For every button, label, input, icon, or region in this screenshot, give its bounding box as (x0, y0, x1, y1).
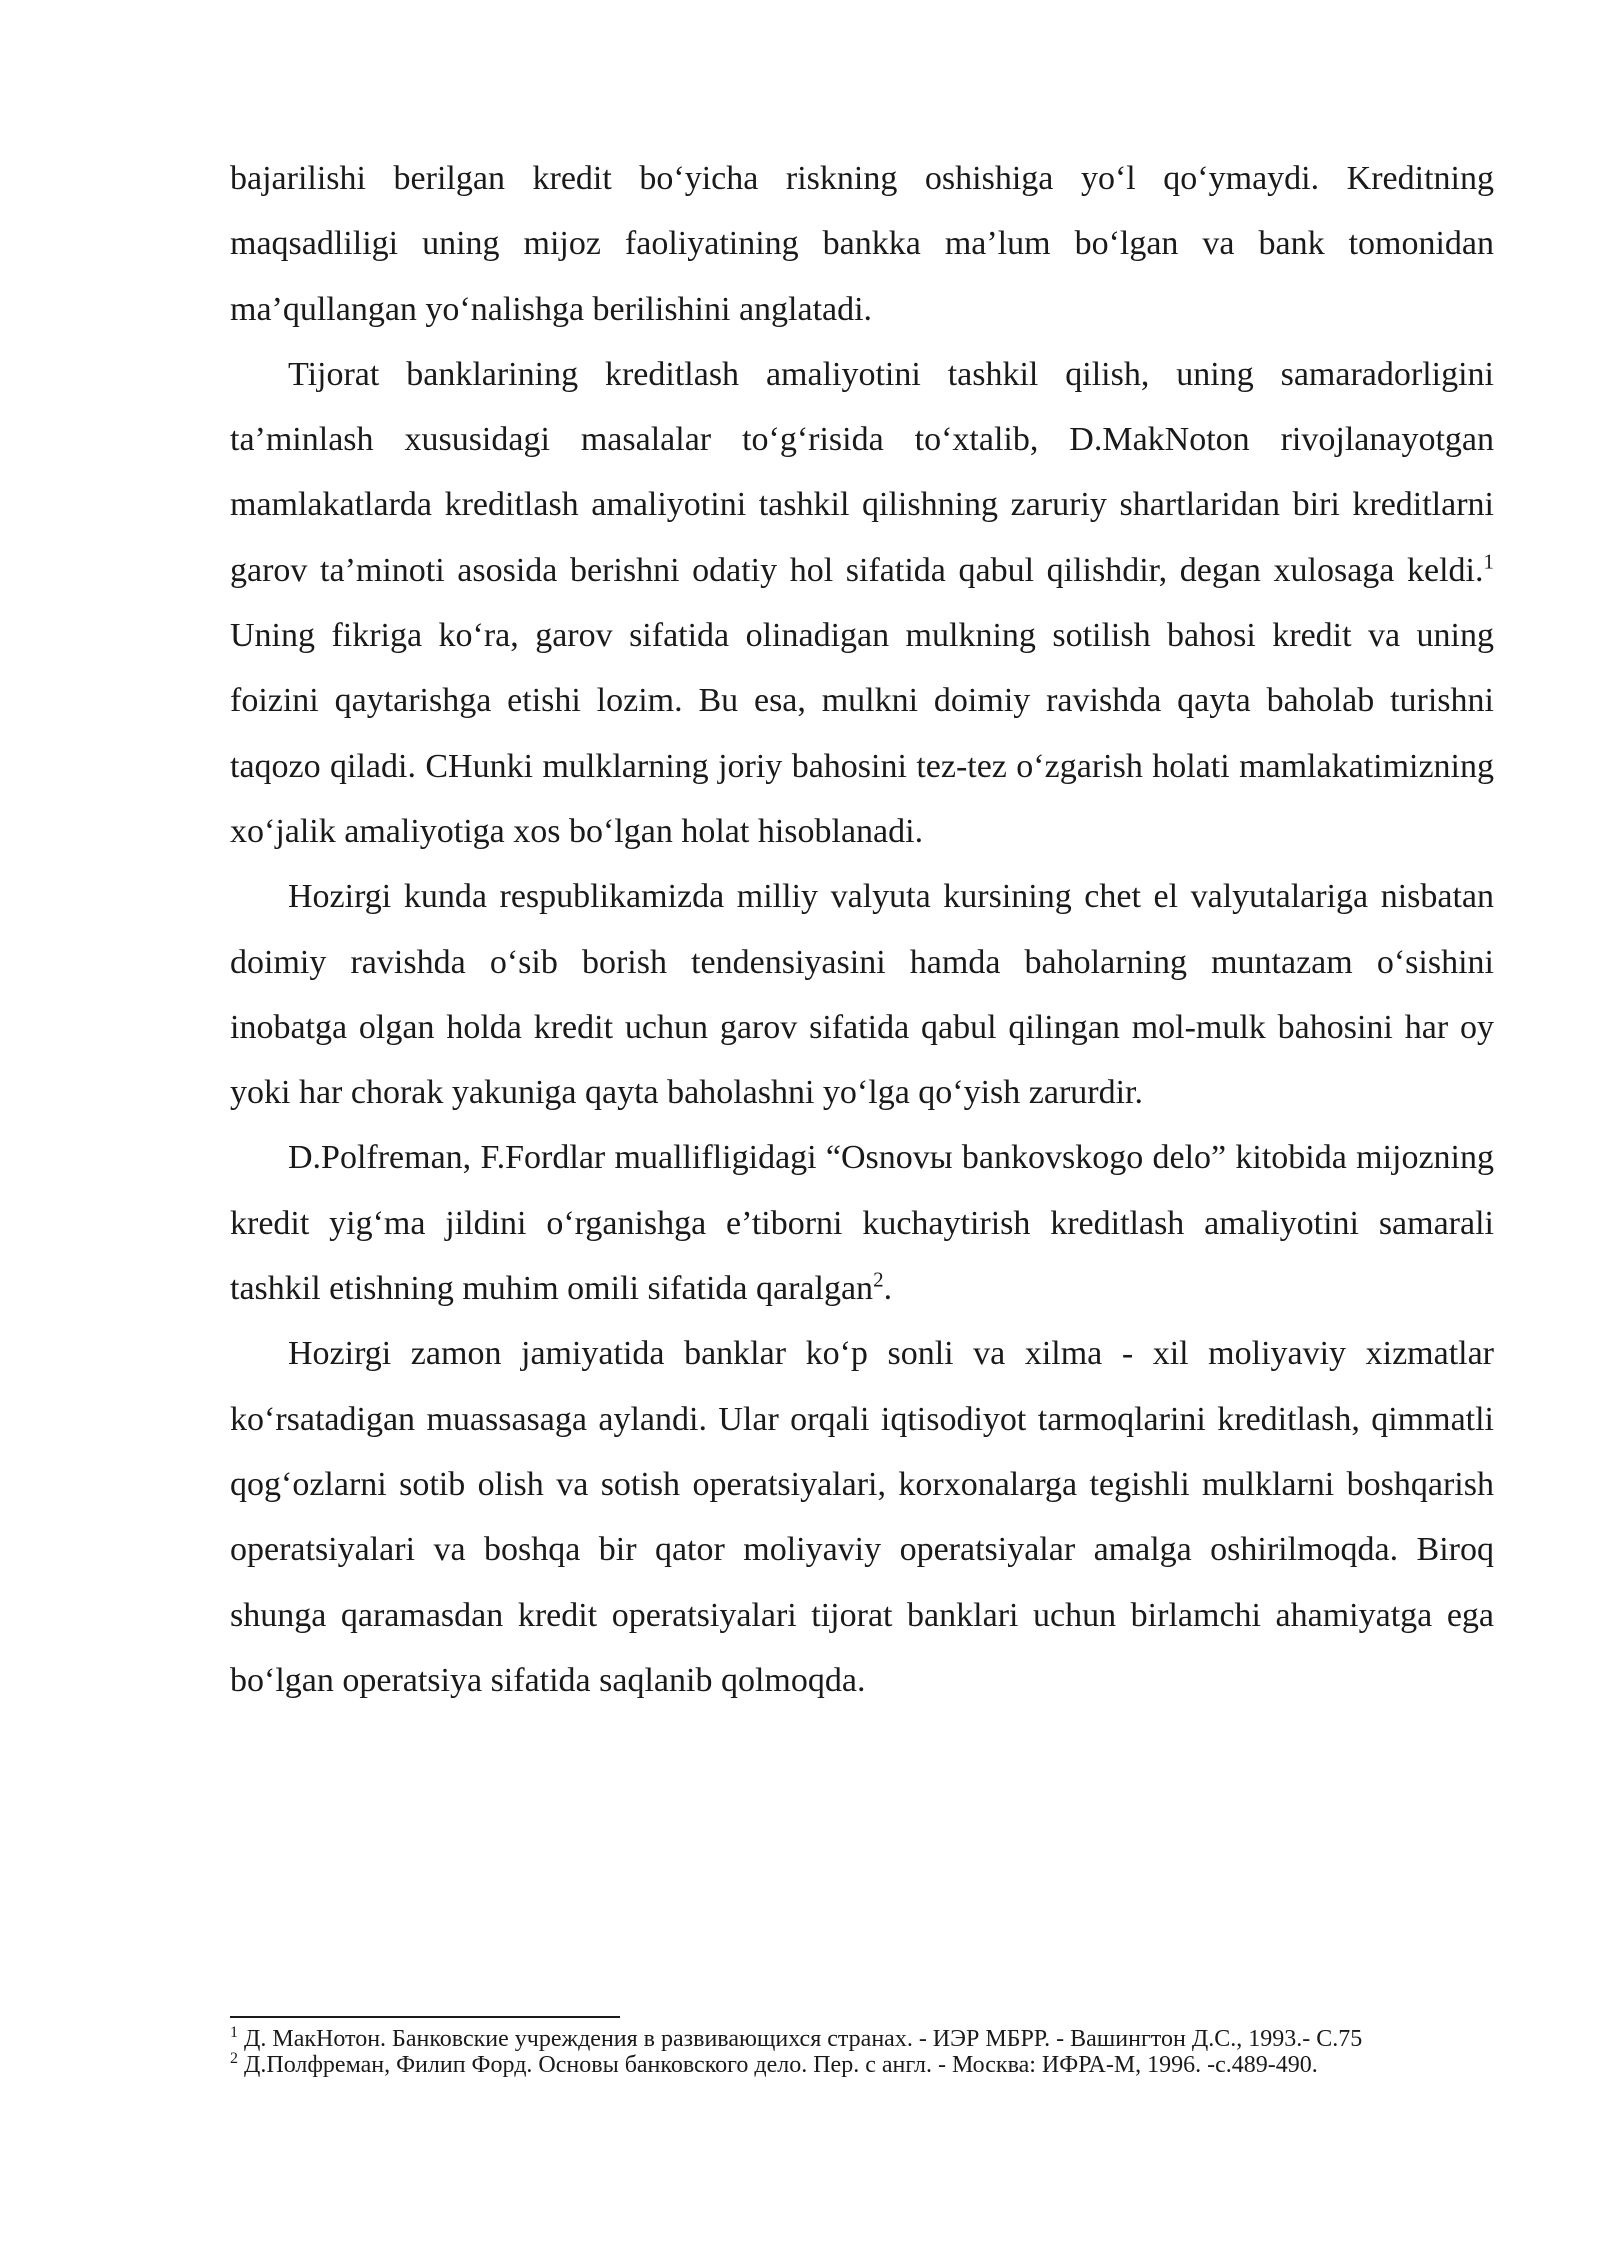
body-text (230, 146, 1494, 1713)
footnote-2 (230, 2052, 1494, 2078)
paragraph-1 (230, 146, 1494, 342)
footnotes (230, 2026, 1494, 2078)
paragraph-3 (230, 864, 1494, 1125)
paragraph-text: Tijorat banklarining kreditlash amaliyotini tashkil qilish, uning samaradorligini ta’minlash xususidagi masalalar to‘g‘risida to‘xtalib, D.MakNoton rivojlanayotgan mamlakatlarda kreditlash amaliyotini tashkil qilishning zaruriy shartlaridan biri kreditlarni garov ta’minoti asosida berishni odatiy hol sifatida qabul qilishdir, degan xulosaga keldi. (230, 355, 1494, 589)
footnote-text: Д.Полфреман, Филип Форд. Основы банковского дело. Пер. с англ. - Москва: ИФРА-М, 1996. -с.489-490. (238, 2052, 1318, 2078)
paragraph-text: D.Polfreman, F.Fordlar muallifligidagi “Osnovы bankovskogo delo” kitobida mijozning kredit yig‘ma jildini o‘rganishga e’tiborni kuchaytirish kreditlash amaliyotini samarali tashkil etishning muhim omili sifatida qaralgan (230, 1139, 1494, 1308)
footnote-reference-2[interactable]: 2 (873, 1267, 884, 1292)
paragraph-text: Uning fikriga ko‘ra, garov sifatida olinadigan mulkning sotilish bahosi kredit va uning foizini qaytarishga etishi lozim. Bu esa, mulkni doimiy ravishda qayta baholab turishni taqozo qiladi. CHunki mulklarning joriy bahosini tez-tez o‘zgarish holati mamlakatimizning xo‘jalik amaliyotiga xos bo‘lgan holat hisoblanadi. (230, 617, 1494, 850)
footnote-mark: 2 (230, 2050, 238, 2067)
footnote-1 (230, 2026, 1494, 2052)
footnote-text: Д. МакНотон. Банковские учреждения в развивающихся странах. - ИЭР МБРР. - Вашингтон Д.С., 1993.- С.75 (238, 2026, 1363, 2052)
paragraph-text: Hozirgi kunda respublikamizda milliy valyuta kursining chet el valyutalariga nisbatan doimiy ravishda o‘sib borish tendensiyasini hamda baholarning muntazam o‘sishini inobatga olgan holda kredit uchun garov sifatida qabul qilingan mol-mulk bahosini har oy yoki har chorak yakuniga qayta baholashni yo‘lga qo‘yish zarurdir. (230, 878, 1494, 1112)
paragraph-text: bajarilishi berilgan kredit bo‘yicha riskning oshishiga yo‘l qo‘ymaydi. Kreditning maqsadliligi uning mijoz faoliyatining bankka ma’lum bo‘lgan va bank tomonidan ma’qullangan yo‘nalishga berilishini anglatadi. (230, 160, 1494, 328)
paragraph-4 (230, 1125, 1494, 1321)
paragraph-2 (230, 342, 1494, 864)
footnote-mark: 1 (230, 2024, 238, 2041)
paragraph-text: Hozirgi zamon jamiyatida banklar ko‘p sonli va xilma - xil moliyaviy xizmatlar ko‘rsatadigan muassasaga aylandi. Ular orqali iqtisodiyot tarmoqlarini kreditlash, qimmatli qog‘ozlarni sotib olish va sotish operatsiyalari, korxonalarga tegishli mulklarni boshqarish operatsiyalari va boshqa bir qator moliyaviy operatsiyalar amalga oshirilmoqda. Biroq shunga qaramasdan kredit operatsiyalari tijorat banklari uchun birlamchi ahamiyatga ega bo‘lgan operatsiya sifatida saqlanib qolmoqda. (230, 1335, 1494, 1699)
paragraph-text: . (883, 1270, 893, 1308)
paragraph-5 (230, 1321, 1494, 1713)
footnote-separator (230, 2016, 620, 2018)
footnote-reference-1[interactable]: 1 (1483, 549, 1494, 574)
